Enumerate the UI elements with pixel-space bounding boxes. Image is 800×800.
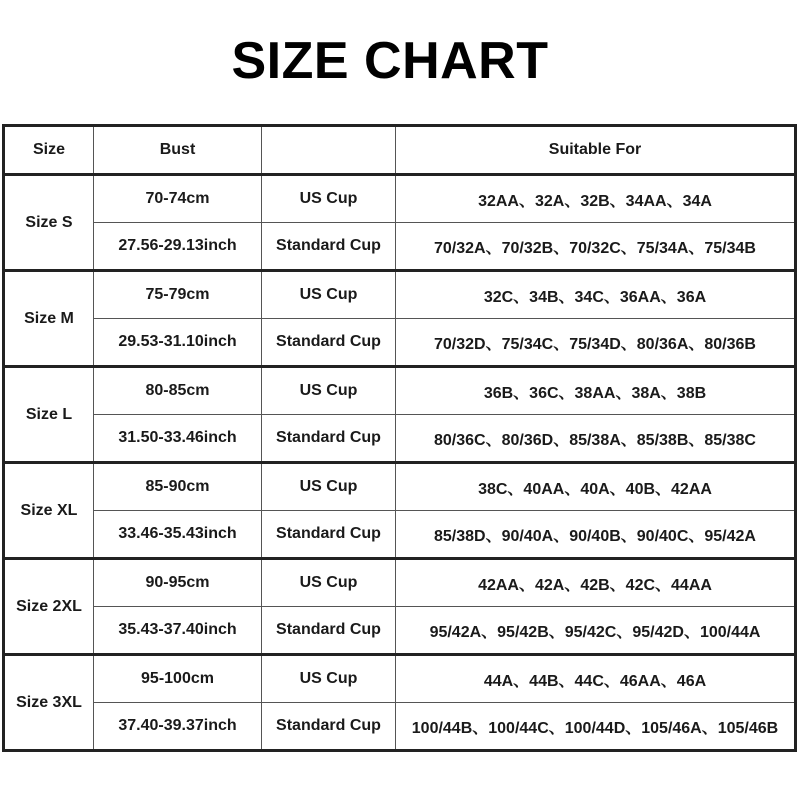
table-row	[4, 463, 796, 511]
bust-cm: 75-79cm	[94, 271, 262, 319]
bust-cm: 90-95cm	[94, 559, 262, 607]
size-label: Size 3XL	[4, 655, 94, 751]
table-row	[4, 367, 796, 415]
table-row	[4, 511, 796, 559]
table-row	[4, 271, 796, 319]
page-title: SIZE CHART	[231, 32, 549, 90]
standard-cup-fit: 95/42A、95/42B、95/42C、95/42D、100/44A	[396, 607, 796, 655]
header-bust: Bust	[94, 126, 262, 175]
standard-cup-label: Standard Cup	[262, 223, 396, 271]
bust-cm: 70-74cm	[94, 175, 262, 223]
us-cup-fit: 38C、40AA、40A、40B、42AA	[396, 463, 796, 511]
standard-cup-fit: 80/36C、80/36D、85/38A、85/38B、85/38C	[396, 415, 796, 463]
table-header-row	[4, 126, 796, 175]
us-cup-label: US Cup	[262, 463, 396, 511]
bust-cm: 85-90cm	[94, 463, 262, 511]
bust-inch: 33.46-35.43inch	[94, 511, 262, 559]
table-row	[4, 223, 796, 271]
us-cup-fit: 36B、36C、38AA、38A、38B	[396, 367, 796, 415]
us-cup-fit: 32C、34B、34C、36AA、36A	[396, 271, 796, 319]
bust-inch: 31.50-33.46inch	[94, 415, 262, 463]
bust-cm: 95-100cm	[94, 655, 262, 703]
standard-cup-fit: 70/32D、75/34C、75/34D、80/36A、80/36B	[396, 319, 796, 367]
us-cup-label: US Cup	[262, 367, 396, 415]
standard-cup-label: Standard Cup	[262, 511, 396, 559]
us-cup-label: US Cup	[262, 655, 396, 703]
bust-inch: 35.43-37.40inch	[94, 607, 262, 655]
table-row	[4, 703, 796, 751]
size-label: Size XL	[4, 463, 94, 559]
bust-inch: 29.53-31.10inch	[94, 319, 262, 367]
bust-inch: 37.40-39.37inch	[94, 703, 262, 751]
size-label: Size L	[4, 367, 94, 463]
us-cup-label: US Cup	[262, 559, 396, 607]
us-cup-fit: 32AA、32A、32B、34AA、34A	[396, 175, 796, 223]
standard-cup-label: Standard Cup	[262, 415, 396, 463]
table-row	[4, 607, 796, 655]
header-suitable-for: Suitable For	[396, 126, 796, 175]
table-row	[4, 415, 796, 463]
table-row	[4, 319, 796, 367]
header-size: Size	[4, 126, 94, 175]
size-label: Size 2XL	[4, 559, 94, 655]
standard-cup-fit: 85/38D、90/40A、90/40B、90/40C、95/42A	[396, 511, 796, 559]
bust-cm: 80-85cm	[94, 367, 262, 415]
table-row	[4, 655, 796, 703]
size-label: Size S	[4, 175, 94, 271]
standard-cup-fit: 70/32A、70/32B、70/32C、75/34A、75/34B	[396, 223, 796, 271]
size-label: Size M	[4, 271, 94, 367]
bust-inch: 27.56-29.13inch	[94, 223, 262, 271]
us-cup-label: US Cup	[262, 271, 396, 319]
size-chart-table	[2, 124, 797, 752]
standard-cup-label: Standard Cup	[262, 703, 396, 751]
standard-cup-label: Standard Cup	[262, 319, 396, 367]
table-row	[4, 559, 796, 607]
standard-cup-label: Standard Cup	[262, 607, 396, 655]
us-cup-label: US Cup	[262, 175, 396, 223]
standard-cup-fit: 100/44B、100/44C、100/44D、105/46A、105/46B	[396, 703, 796, 751]
table-row	[4, 175, 796, 223]
us-cup-fit: 44A、44B、44C、46AA、46A	[396, 655, 796, 703]
us-cup-fit: 42AA、42A、42B、42C、44AA	[396, 559, 796, 607]
header-cup-type	[262, 126, 396, 175]
